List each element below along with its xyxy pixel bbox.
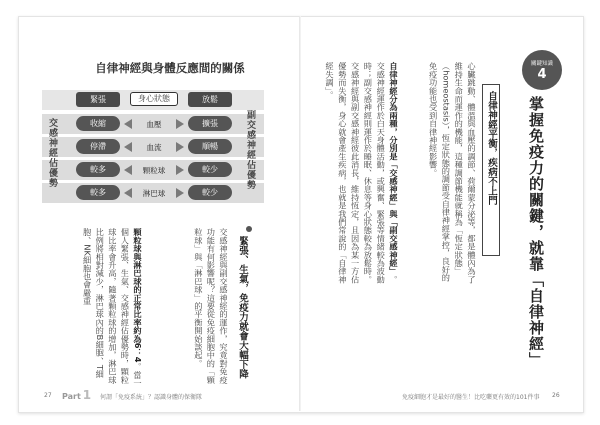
key-knowledge-badge — [522, 50, 562, 90]
row3-center: 顆粒球 — [142, 166, 166, 175]
left-paragraph-2: 顆粒球與淋巴球的正常比率約為6：4。當一個人緊張、生氣、交感神經佔優勢時，顆粒球比率會升高，隨著顆粒球的增加，淋巴球比例將相對減少，淋巴球內的B細胞、T細胞、NK細胞也會嚴重 — [82, 228, 143, 388]
row4-right: 較少 — [188, 185, 232, 200]
arrow-left-icon — [124, 165, 132, 175]
row1-right: 擴張 — [188, 116, 232, 131]
part-label: Part — [62, 392, 81, 401]
part-number: 1 — [82, 388, 92, 402]
subheading-box — [482, 84, 500, 256]
left-running-title: 何謂「免疫系統」？認識身體的保衛隊 — [100, 394, 203, 401]
emphasized-phrase: 顆粒球與淋巴球的正常比率約為6：4 — [133, 228, 143, 363]
subheading: 自律神經平衡，疾病不上門 — [486, 91, 497, 205]
header-relax: 放鬆 — [188, 92, 232, 107]
arrow-left-icon — [124, 119, 132, 129]
emphasized-phrase: 自律神經分為兩種，分別是「交感神經」與「副交感神經」 — [389, 62, 399, 276]
part-label-group — [62, 388, 91, 402]
sympathetic-label: 交感神經佔優勢 — [47, 118, 57, 188]
page-title: 掌握免疫力的關鍵，就靠「自律神經」 — [527, 96, 545, 368]
book-gutter — [299, 16, 301, 411]
row3-right: 較少 — [188, 162, 232, 177]
arrow-right-icon — [176, 142, 184, 152]
arrow-left-icon — [124, 188, 132, 198]
bullet-icon — [246, 226, 252, 232]
row3-left: 較多 — [76, 162, 120, 177]
arrow-right-icon — [176, 188, 184, 198]
right-page-number: 26 — [552, 392, 560, 399]
left-paragraph-1: 交感神經與副交感神經的運作，究竟對免疫功能有何影響呢？這要從免疫細胞中的「顆粒球」與「淋巴球」的平衡開始談起。 — [193, 228, 229, 384]
header-state: 身心狀態 — [130, 92, 178, 106]
row4-center: 淋巴球 — [142, 189, 166, 198]
badge-number: 4 — [537, 67, 547, 82]
row1-left: 收縮 — [76, 116, 120, 131]
header-tense: 緊張 — [76, 92, 120, 107]
parasympathetic-label: 副交感神經佔優勢 — [245, 110, 255, 190]
badge-label: 關鍵知識 — [530, 61, 553, 67]
arrow-right-icon — [176, 119, 184, 129]
arrow-right-icon — [176, 165, 184, 175]
figure-title: 自律神經與身體反應間的關係 — [95, 61, 245, 75]
row4-left: 較多 — [76, 185, 120, 200]
row2-right: 順暢 — [188, 139, 232, 154]
row2-left: 停滯 — [76, 139, 120, 154]
row2-center: 血流 — [146, 143, 162, 152]
right-running-title: 免疫細胞才是最好的醫生！比吃藥更有效的101件事 — [402, 394, 540, 401]
section-heading: 緊張、生氣，免疫力就會大幅下降 — [237, 236, 248, 379]
right-paragraph-1: 心臟跳動、體溫與血壓的調節、荷爾蒙分泌等，都是體內為了維持生命而運作的機能，這種調節機能就稱為「恆定狀態」（homeostasis），恆定狀態的調節受自律神經掌控，良好的免疫功能也受到自律神經影響。 — [428, 62, 477, 284]
right-paragraph-2: 自律神經分為兩種，分別是「交感神經」與「副交感神經」。交感神經運作於白天身體活動，或興奮、緊張等情緒較為波動時；副交感神經則運作於睡眠、休息等身心狀態較為放鬆時。交感神經與副交感神經彼此消長，維持恆定，且因為某一方佔優勢而失衡，身心就會產生疾病，也就是我們常說的「自律神經失調」。 — [325, 62, 399, 284]
autonomic-diagram — [42, 84, 264, 204]
left-page-number: 27 — [44, 392, 52, 399]
row1-center: 血壓 — [146, 120, 162, 129]
arrow-left-icon — [124, 142, 132, 152]
